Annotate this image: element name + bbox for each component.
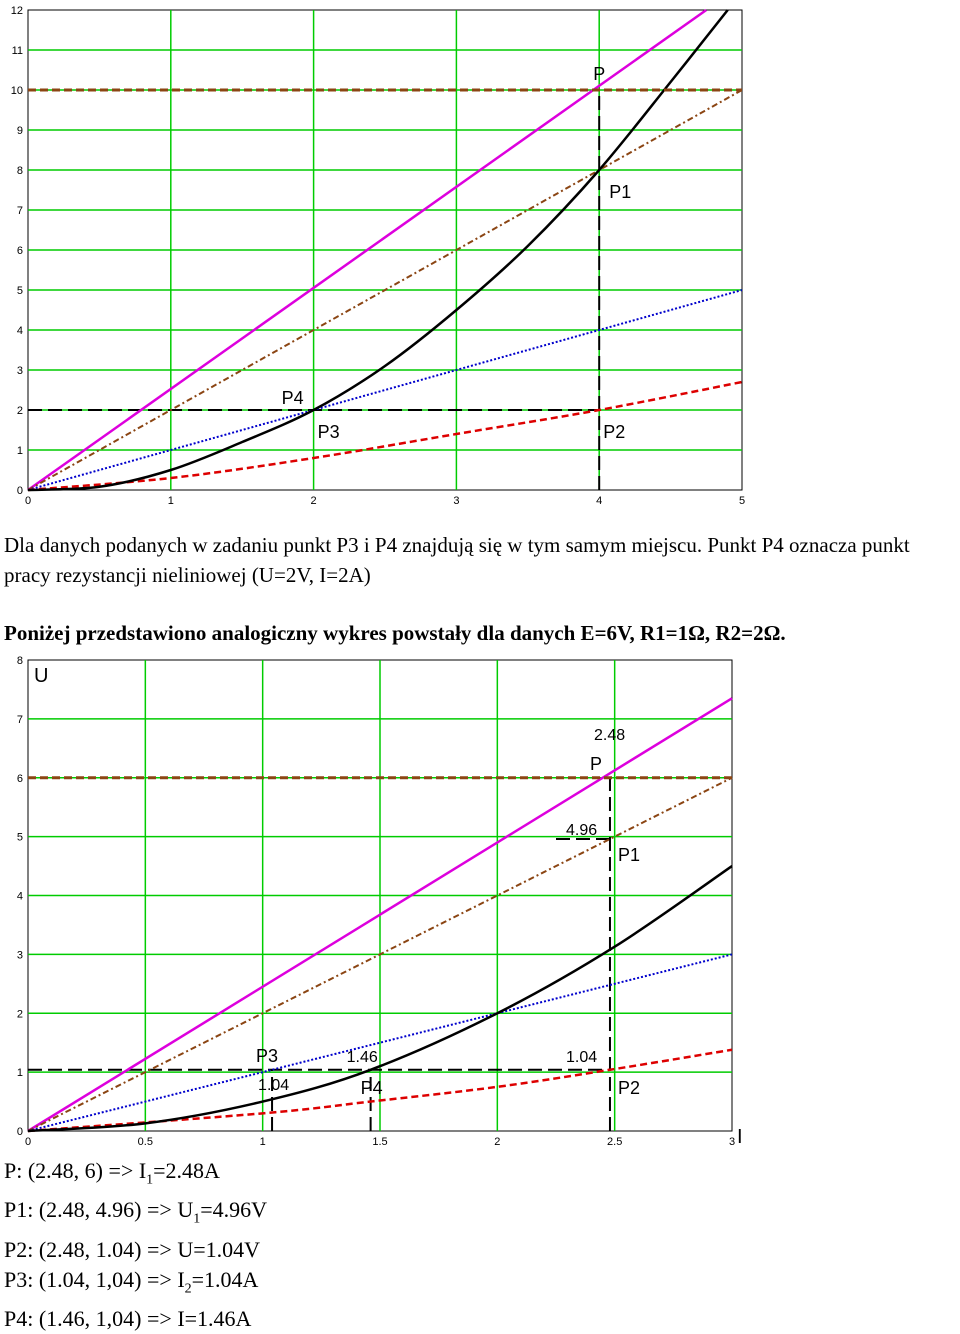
point-label: P2	[617, 1077, 641, 1098]
value-label: 1.04	[258, 1076, 290, 1094]
y-tick-label: 1	[16, 445, 23, 457]
x-axis-label: I	[737, 1126, 743, 1148]
y-tick-label: 7	[16, 205, 23, 217]
value-label: 1.46	[346, 1048, 378, 1066]
x-tick-label: 0.5	[137, 1136, 153, 1148]
y-tick-label: 0	[16, 1126, 23, 1138]
result-subscript: 1	[193, 1211, 201, 1227]
x-tick-label: 5	[738, 495, 746, 507]
x-tick-label: 3	[728, 1136, 736, 1148]
series-line-red	[28, 382, 742, 490]
y-tick-label: 10	[10, 85, 23, 97]
point-label: P3	[317, 422, 340, 442]
point-label: P3	[256, 1045, 279, 1066]
result-line	[4, 1156, 267, 1195]
result-line	[4, 1265, 267, 1304]
result-line	[4, 1235, 267, 1265]
value-label: 2.48	[593, 726, 626, 744]
y-tick-label: 11	[11, 45, 23, 57]
result-text-end: =2.48A	[153, 1158, 220, 1183]
y-tick-label: 8	[16, 165, 23, 177]
x-tick-label: 1	[259, 1136, 266, 1148]
x-tick-label: 0	[24, 1136, 32, 1148]
y-tick-label: 12	[10, 5, 23, 17]
series-line-blue	[28, 290, 742, 490]
point-label: P	[589, 753, 602, 774]
x-tick-label: 2	[494, 1136, 501, 1148]
results-list	[4, 1156, 267, 1334]
y-axis-label: U	[34, 665, 49, 687]
y-tick-label: 4	[16, 890, 23, 903]
chart-top-svg	[0, 0, 960, 520]
y-tick-label: 9	[16, 125, 23, 137]
result-text: P4: (1.46, 1,04) => I=1.46A	[4, 1306, 252, 1332]
result-line	[4, 1195, 267, 1234]
y-tick-label: 5	[16, 831, 23, 844]
paragraph-2: Poniżej przedstawiono analogiczny wykres powstały dla danych E=6V, R1=1Ω, R2=2Ω.	[4, 621, 786, 645]
point-label: P1	[617, 844, 641, 865]
point-label: P2	[603, 422, 626, 442]
y-tick-label: 7	[16, 713, 23, 726]
x-tick-label: 0	[24, 495, 32, 507]
y-tick-label: 3	[16, 365, 23, 377]
result-subscript: 2	[184, 1281, 192, 1297]
value-label: 1.04	[565, 1048, 598, 1066]
point-label: P1	[609, 182, 632, 202]
x-tick-label: 4	[596, 495, 603, 507]
y-tick-label: 5	[16, 285, 23, 297]
result-text: P2: (2.48, 1.04) => U=1.04V	[4, 1236, 260, 1262]
y-tick-label: 2	[16, 1008, 23, 1021]
chart-top	[0, 0, 960, 520]
y-tick-label: 8	[16, 655, 23, 667]
y-tick-label: 1	[16, 1067, 23, 1080]
y-tick-label: 6	[16, 772, 23, 785]
chart-bottom	[0, 648, 960, 1153]
point-label: P4	[281, 388, 304, 408]
result-text: P3: (1.04, 1,04) => I	[4, 1266, 185, 1292]
paragraph-1: Dla danych podanych w zadaniu punkt P3 i P4 znajdują się w tym samym miejscu. Punkt P4 oznacza punkt pracy rezystancji nieliniowej (U=2V, I=2A)	[4, 533, 910, 587]
point-label: P4	[360, 1077, 383, 1098]
y-tick-label: 4	[16, 325, 23, 337]
x-tick-label: 2	[310, 495, 317, 507]
y-tick-label: 0	[16, 485, 23, 497]
result-text-end: =4.96V	[200, 1197, 267, 1223]
y-tick-label: 6	[16, 245, 23, 257]
result-text: P1: (2.48, 4.96) => U	[4, 1197, 194, 1223]
value-label: 4.96	[565, 821, 598, 839]
x-tick-label: 3	[453, 495, 460, 507]
chart-bottom-svg	[0, 648, 960, 1153]
x-tick-label: 1.5	[372, 1136, 388, 1148]
result-subscript: 1	[146, 1172, 154, 1188]
result-text: P: (2.48, 6) => I	[4, 1158, 147, 1183]
x-tick-label: 2.5	[607, 1136, 623, 1148]
result-line	[4, 1304, 267, 1334]
result-text-end: =1.04A	[191, 1266, 259, 1292]
point-label: P	[593, 64, 606, 84]
y-tick-label: 2	[16, 405, 23, 417]
x-tick-label: 1	[167, 495, 174, 507]
y-tick-label: 3	[16, 949, 23, 962]
